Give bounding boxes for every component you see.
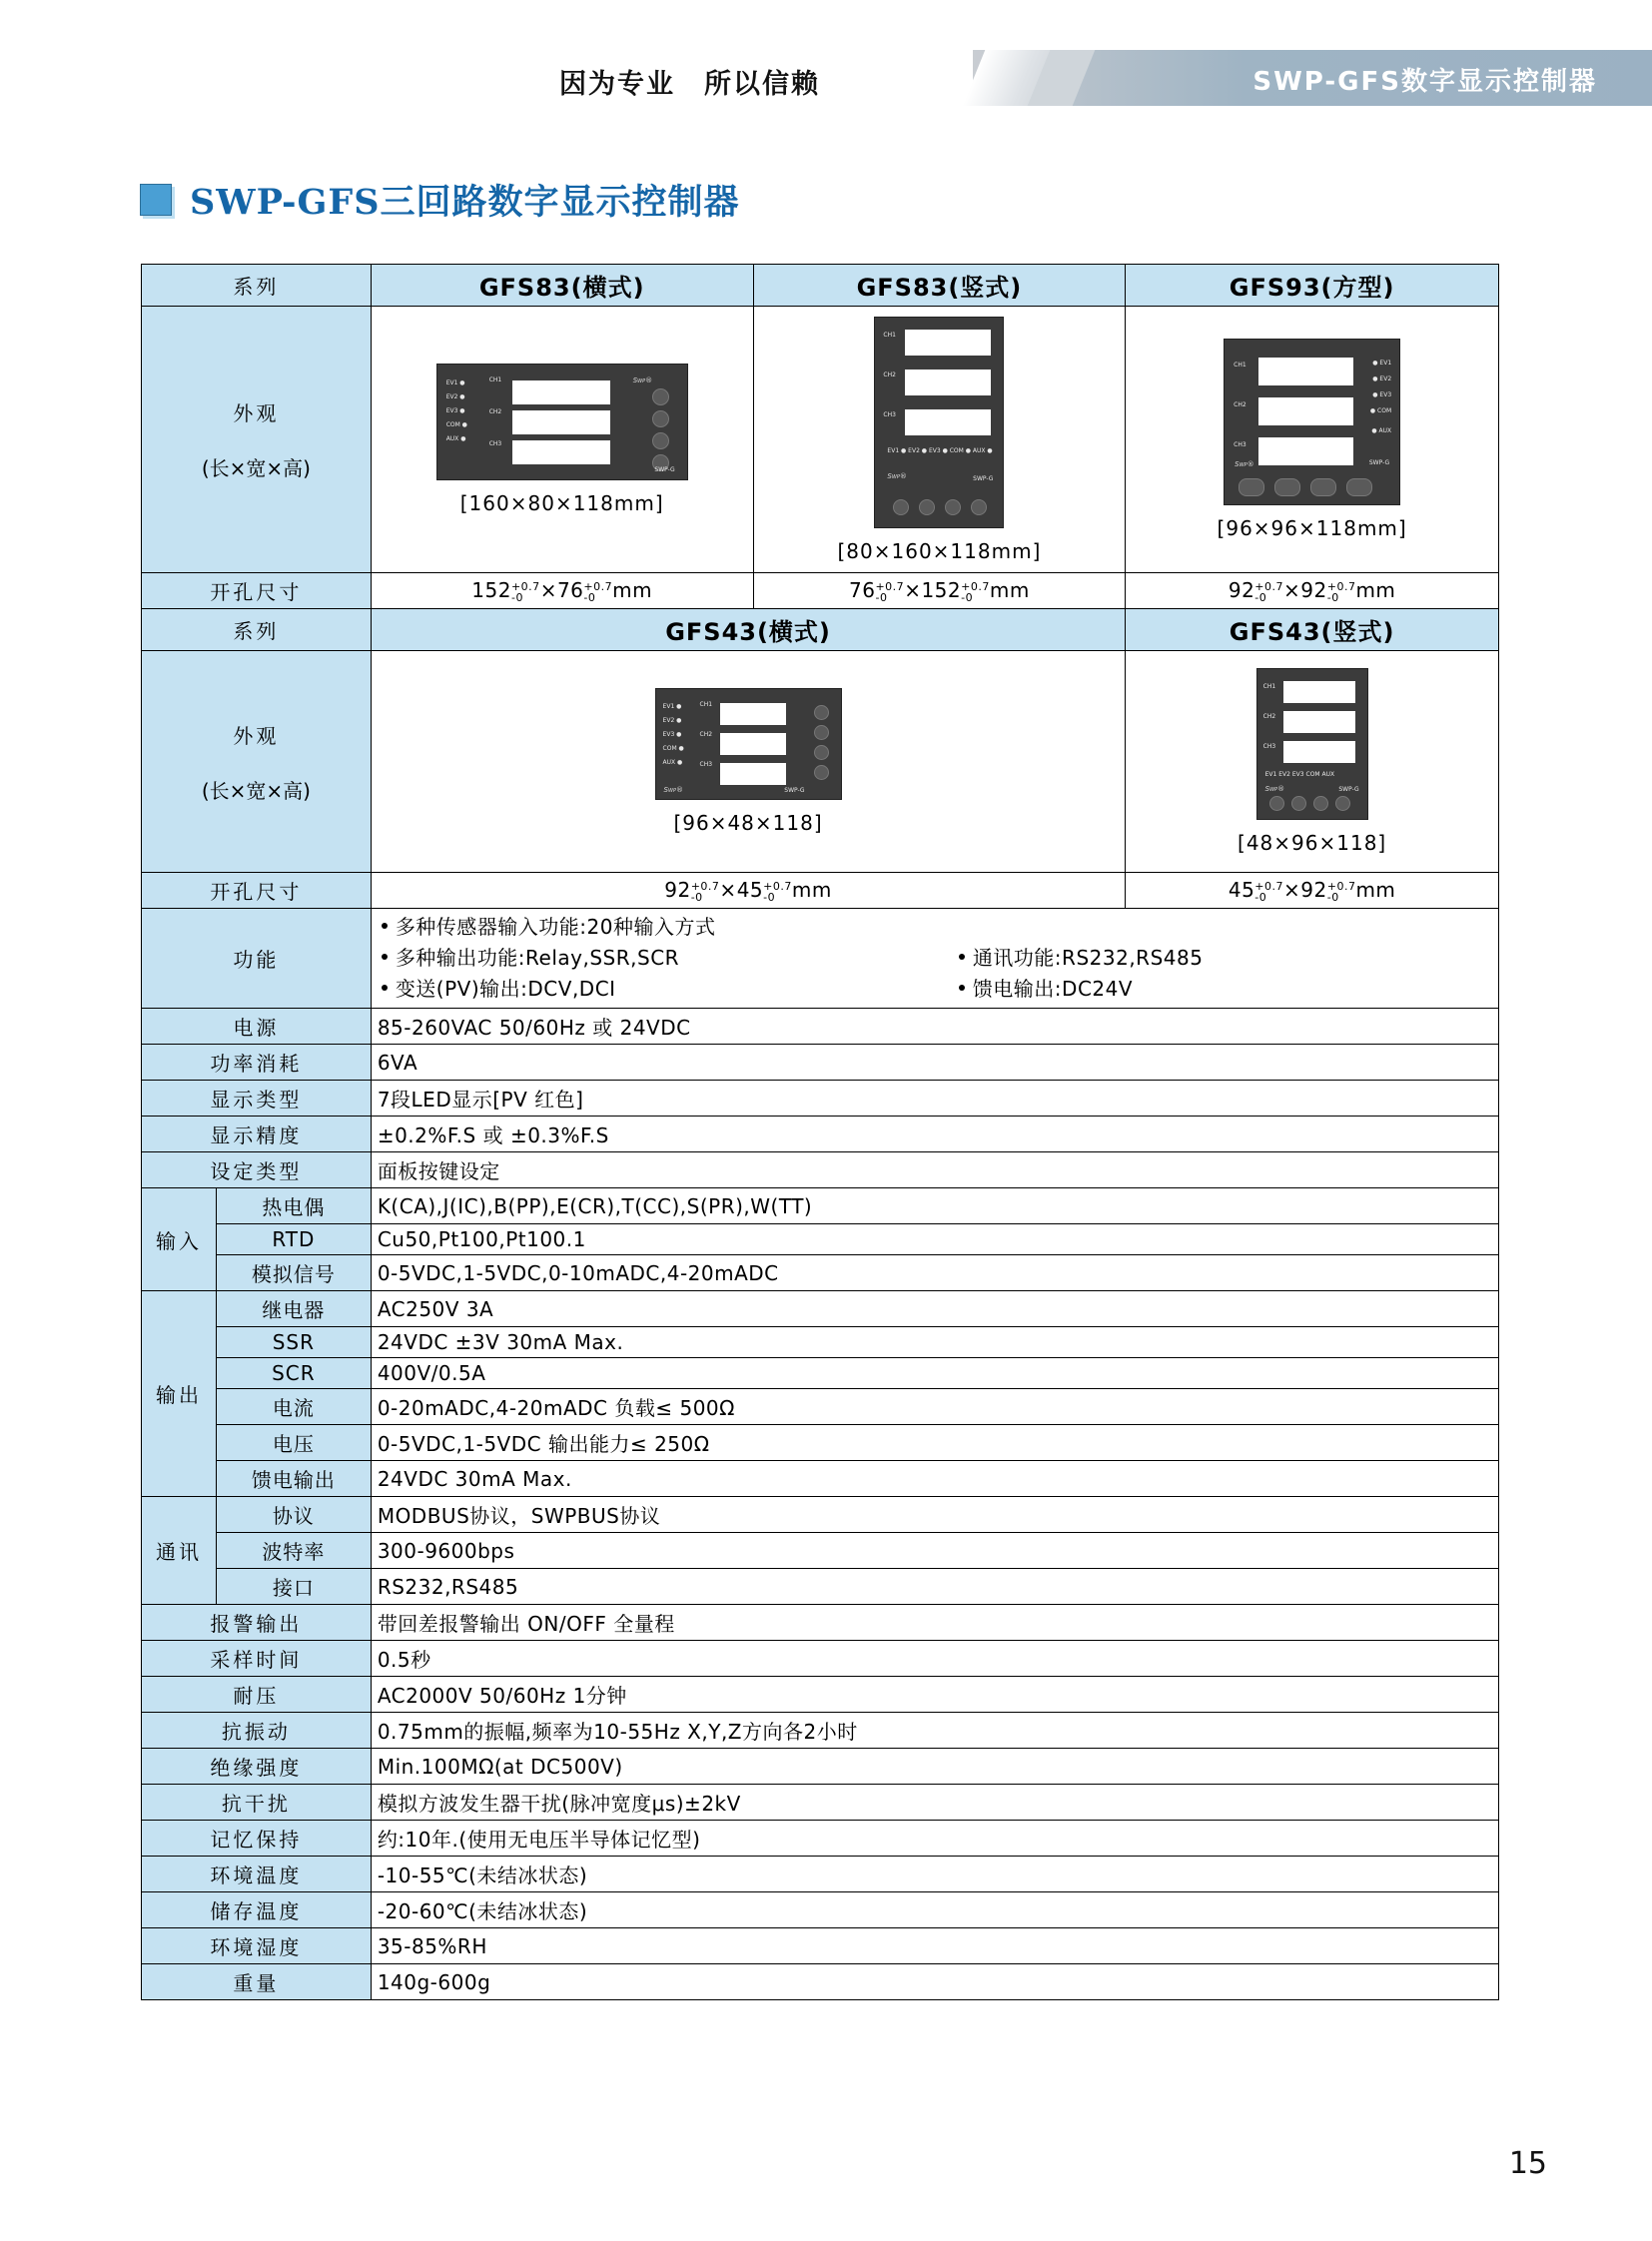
row-value-interface: RS232,RS485 <box>371 1569 1498 1605</box>
series-label-1: 系列 <box>142 265 372 307</box>
row-value-weight: 140g-600g <box>371 1964 1498 2000</box>
row-value-relay: AC250V 3A <box>371 1291 1498 1327</box>
series-gfs43-h: GFS43(横式) <box>371 609 1125 651</box>
table-row <box>142 1045 1499 1081</box>
cutout-gfs43-v: 45 +0.7 -0 ×92 +0.7 -0 mm <box>1126 873 1499 909</box>
table-row <box>142 1291 1499 1327</box>
table-row <box>142 1327 1499 1358</box>
row-value-thermocouple: K(CA),J(IC),B(PP),E(CR),T(CC),S(PR),W(TT) <box>371 1188 1498 1224</box>
row-value-storage-temp: -20-60℃(未结冰状态) <box>371 1892 1498 1928</box>
table-row <box>142 651 1499 873</box>
row-value-humidity: 35-85%RH <box>371 1928 1498 1964</box>
row-label-consumption: 功率消耗 <box>142 1045 372 1081</box>
function-list <box>371 909 1498 1009</box>
table-row <box>142 609 1499 651</box>
table-row <box>142 1713 1499 1749</box>
row-label-memory-retention: 记忆保持 <box>142 1821 372 1857</box>
row-value-sampling-time: 0.5秒 <box>371 1641 1498 1677</box>
cutout-gfs93: 92 +0.7 -0 ×92 +0.7 -0 mm <box>1126 573 1499 609</box>
table-row <box>142 1533 1499 1569</box>
table-row <box>142 265 1499 307</box>
table-row <box>142 1857 1499 1892</box>
row-label-sampling-time: 采样时间 <box>142 1641 372 1677</box>
row-value-display-type: 7段LED显示[PV 红色] <box>371 1081 1498 1117</box>
row-value-analog: 0-5VDC,1-5VDC,0-10mADC,4-20mADC <box>371 1255 1498 1291</box>
row-value-alarm-output: 带回差报警输出 ON/OFF 全量程 <box>371 1605 1498 1641</box>
table-row <box>142 1785 1499 1821</box>
series-gfs43-v: GFS43(竖式) <box>1126 609 1499 651</box>
cutout-label-2: 开孔尺寸 <box>142 873 372 909</box>
table-row <box>142 573 1499 609</box>
function-item-4: 变送(PV)输出:DCV,DCI <box>378 974 955 1005</box>
row-label-ambient-temp: 环境温度 <box>142 1857 372 1892</box>
cutout-label-1: 开孔尺寸 <box>142 573 372 609</box>
table-row <box>142 1641 1499 1677</box>
row-value-current: 0-20mADC,4-20mADC 负载≤ 500Ω <box>371 1389 1498 1425</box>
row-value-memory-retention: 约:10年.(使用无电压半导体记忆型) <box>371 1821 1498 1857</box>
appearance-sublabel-text-2: (长×宽×高) <box>201 778 311 803</box>
table-row <box>142 1358 1499 1389</box>
dim-caption-gfs83-h: [160×80×118mm] <box>459 491 664 515</box>
device-image-gfs43-h: EV1 ● EV2 ● EV3 ● COM ● AUX ● CH1 CH2 CH3 SWP® SWP-G [96×48×118] <box>371 651 1125 873</box>
function-item-3: 通讯功能:RS232,RS485 <box>955 943 1492 974</box>
page-number: 15 <box>1508 2146 1547 2181</box>
device-image-gfs83-h: EV1 ● EV2 ● EV3 ● COM ● AUX ● CH1 CH2 CH3 SWP® SWP-G [160×80×118mm] <box>371 307 753 573</box>
row-label-storage-temp: 储存温度 <box>142 1892 372 1928</box>
row-label-protocol: 协议 <box>216 1497 371 1533</box>
table-row <box>142 1892 1499 1928</box>
row-value-scr: 400V/0.5A <box>371 1358 1498 1389</box>
table-row <box>142 1928 1499 1964</box>
device-image-gfs93: CH1 CH2 CH3 ● EV1 ● EV2 ● EV3 ● COM ● AUX SWP® SWP-G [96×96×118mm] <box>1126 307 1499 573</box>
function-item-5: 馈电输出:DC24V <box>955 974 1492 1005</box>
row-label-display-type: 显示类型 <box>142 1081 372 1117</box>
table-row <box>142 1497 1499 1533</box>
row-label-scr: SCR <box>216 1358 371 1389</box>
table-row <box>142 1188 1499 1224</box>
table-row <box>142 1677 1499 1713</box>
table-row <box>142 307 1499 573</box>
row-label-thermocouple: 热电偶 <box>216 1188 371 1224</box>
row-value-power: 85-260VAC 50/60Hz 或 24VDC <box>371 1009 1498 1045</box>
table-row <box>142 1224 1499 1255</box>
group-label-input: 输入 <box>142 1188 217 1291</box>
row-label-analog: 模拟信号 <box>216 1255 371 1291</box>
page-title <box>140 175 740 225</box>
row-value-rtd: Cu50,Pt100,Pt100.1 <box>371 1224 1498 1255</box>
row-label-anti-interference: 抗干扰 <box>142 1785 372 1821</box>
group-label-comm: 通讯 <box>142 1497 217 1605</box>
header-slogan: 因为专业 所以信赖 <box>559 69 820 100</box>
row-label-weight: 重量 <box>142 1964 372 2000</box>
row-label-insulation: 绝缘强度 <box>142 1749 372 1785</box>
table-row <box>142 1749 1499 1785</box>
row-value-anti-interference: 模拟方波发生器干扰(脉冲宽度μs)±2kV <box>371 1785 1498 1821</box>
row-label-baudrate: 波特率 <box>216 1533 371 1569</box>
table-row <box>142 1117 1499 1152</box>
row-label-power: 电源 <box>142 1009 372 1045</box>
series-label-2: 系列 <box>142 609 372 651</box>
table-row <box>142 909 1499 1009</box>
row-label-setting-type: 设定类型 <box>142 1152 372 1188</box>
row-label-withstand-voltage: 耐压 <box>142 1677 372 1713</box>
cutout-gfs83-v: 76 +0.7 -0 ×152 +0.7 -0 mm <box>753 573 1126 609</box>
device-image-gfs43-v: CH1 CH2 CH3 EV1 EV2 EV3 COM AUX SWP® SWP-G [48×96×118] <box>1126 651 1499 873</box>
dim-caption-gfs83-v: [80×160×118mm] <box>837 538 1042 563</box>
table-row <box>142 1605 1499 1641</box>
page-header <box>0 0 1652 120</box>
dim-caption-gfs43-h: [96×48×118] <box>673 811 823 835</box>
table-row <box>142 1152 1499 1188</box>
table-row <box>142 873 1499 909</box>
row-value-consumption: 6VA <box>371 1045 1498 1081</box>
row-label-rtd: RTD <box>216 1224 371 1255</box>
cutout-gfs83-h: 152 +0.7 -0 ×76 +0.7 -0 mm <box>371 573 753 609</box>
header-product-title: SWP-GFS数字显示控制器 <box>1252 67 1597 97</box>
appearance-label-text-2: 外观 <box>233 723 280 748</box>
appearance-label-1 <box>142 307 372 573</box>
row-value-baudrate: 300-9600bps <box>371 1533 1498 1569</box>
device-image-gfs83-v: CH1 CH2 CH3 EV1 ● EV2 ● EV3 ● COM ● AUX ● SWP® SWP-G [80×160×118mm] <box>753 307 1126 573</box>
series-gfs83-h: GFS83(横式) <box>371 265 753 307</box>
dim-caption-gfs43-v: [48×96×118] <box>1238 831 1387 855</box>
table-row <box>142 1461 1499 1497</box>
row-label-ssr: SSR <box>216 1327 371 1358</box>
series-gfs93-sq: GFS93(方型) <box>1126 265 1499 307</box>
table-row <box>142 1821 1499 1857</box>
row-label-display-accuracy: 显示精度 <box>142 1117 372 1152</box>
function-item-1: 多种传感器输入功能:20种输入方式 <box>378 912 1492 943</box>
table-row <box>142 1425 1499 1461</box>
row-label-relay: 继电器 <box>216 1291 371 1327</box>
row-value-display-accuracy: ±0.2%F.S 或 ±0.3%F.S <box>371 1117 1498 1152</box>
row-value-withstand-voltage: AC2000V 50/60Hz 1分钟 <box>371 1677 1498 1713</box>
row-value-protocol: MODBUS协议，SWPBUS协议 <box>371 1497 1498 1533</box>
specification-table <box>141 264 1499 2000</box>
table-row <box>142 1081 1499 1117</box>
row-label-current: 电流 <box>216 1389 371 1425</box>
title-square-icon <box>140 184 172 216</box>
row-label-vibration: 抗振动 <box>142 1713 372 1749</box>
row-value-ssr: 24VDC ±3V 30mA Max. <box>371 1327 1498 1358</box>
group-label-output: 输出 <box>142 1291 217 1497</box>
row-label-alarm-output: 报警输出 <box>142 1605 372 1641</box>
function-item-2: 多种输出功能:Relay,SSR,SCR <box>378 943 955 974</box>
table-row <box>142 1389 1499 1425</box>
row-value-voltage: 0-5VDC,1-5VDC 输出能力≤ 250Ω <box>371 1425 1498 1461</box>
table-row <box>142 1255 1499 1291</box>
row-value-setting-type: 面板按键设定 <box>371 1152 1498 1188</box>
row-label-humidity: 环境湿度 <box>142 1928 372 1964</box>
row-value-insulation: Min.100MΩ(at DC500V) <box>371 1749 1498 1785</box>
appearance-sublabel-text: (长×宽×高) <box>201 456 311 480</box>
series-gfs83-v: GFS83(竖式) <box>753 265 1126 307</box>
function-label: 功能 <box>142 909 372 1009</box>
row-value-vibration: 0.75mm的振幅,频率为10-55Hz X,Y,Z方向各2小时 <box>371 1713 1498 1749</box>
table-row <box>142 1569 1499 1605</box>
dim-caption-gfs93: [96×96×118mm] <box>1217 516 1407 540</box>
appearance-label-text: 外观 <box>233 401 280 425</box>
row-label-interface: 接口 <box>216 1569 371 1605</box>
row-label-voltage: 电压 <box>216 1425 371 1461</box>
table-row <box>142 1009 1499 1045</box>
appearance-label-2 <box>142 651 372 873</box>
page-title-text: SWP-GFS三回路数字显示控制器 <box>190 182 740 223</box>
row-label-feed-output: 馈电输出 <box>216 1461 371 1497</box>
row-value-ambient-temp: -10-55℃(未结冰状态) <box>371 1857 1498 1892</box>
row-value-feed-output: 24VDC 30mA Max. <box>371 1461 1498 1497</box>
cutout-gfs43-h: 92 +0.7 -0 ×45 +0.7 -0 mm <box>371 873 1125 909</box>
table-row <box>142 1964 1499 2000</box>
